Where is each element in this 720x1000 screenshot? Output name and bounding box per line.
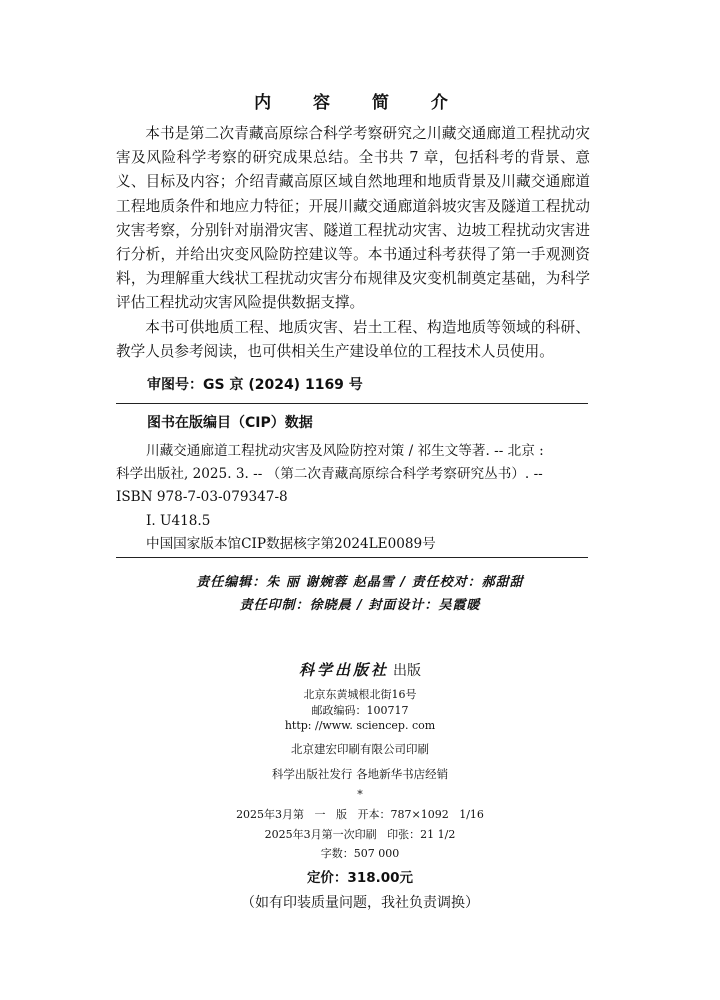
printer-info: 北京建宏印刷有限公司印刷 — [291, 742, 429, 756]
staff-editors: 责任编辑：朱 丽 谢婉蓉 赵晶雪 / 责任校对：郝甜甜 — [196, 575, 524, 590]
divider-bottom — [116, 557, 588, 558]
publisher-logo: 科学出版社 — [298, 661, 389, 679]
cip-line-publisher: 科学出版社, 2025. 3. -- （第二次青藏高原综合科学考察研究丛书）. -- — [116, 466, 543, 483]
publisher-address: 北京东黄城根北街16号 — [303, 688, 417, 701]
content-summary — [116, 122, 590, 364]
cip-line-isbn: ISBN 978-7-03-079347-8 — [116, 489, 288, 506]
publisher-line — [0, 659, 720, 680]
publisher-suffix: 出版 — [393, 663, 421, 679]
divider-top — [116, 403, 588, 404]
quality-note: （如有印装质量问题，我社负责调换） — [241, 895, 479, 911]
map-review-number: 审图号：GS 京 (2024) 1169 号 — [147, 377, 363, 393]
separator-star: * — [357, 788, 363, 801]
cip-line-title: 川藏交通廊道工程扰动灾害及风险防控对策 / 祁生文等著. -- 北京 : — [146, 443, 544, 459]
cip-line-record: 中国国家版本馆CIP数据核字第2024LE0089号 — [146, 535, 436, 552]
cip-line-classification: Ⅰ. U418.5 — [146, 512, 211, 529]
cip-data — [116, 440, 590, 556]
price: 定价：318.00元 — [306, 870, 414, 886]
publisher-postcode: 邮政编码：100717 — [311, 704, 409, 717]
summary-paragraph-2: 本书可供地质工程、地质灾害、岩土工程、构造地质等领域的科研、教学人员参考阅读，也可供相关生产建设单位的工程技术人员使用。 — [116, 318, 590, 360]
staff-production: 责任印制：徐晓晨 / 封面设计：吴霞暖 — [239, 598, 481, 613]
distribution-info: 科学出版社发行 各地新华书店经销 — [271, 767, 449, 781]
summary-paragraph-1: 本书是第二次青藏高原综合科学考察研究之川藏交通廊道工程扰动灾害及风险科学考察的研究成果总结。全书共 7 章，包括科考的背景、意义、目标及内容；介绍青藏高原区域自然地理和地质背景及川藏交通廊道工程地质条件和地应力特征；开展川藏交通廊道斜坡灾害及隧道工程扰动灾害考察，分别针对崩滑灾害、隧道工程扰动灾害、边坡工程扰动灾害进行分析，并给出灾变风险防控建议等。本书通过科考获得了第一手观测资料，为理解重大线状工程扰动灾害分布规律及灾变机制奠定基础，为科学评估工程扰动灾害风险提供数据支撑。 — [116, 125, 590, 312]
cip-heading: 图书在版编目（CIP）数据 — [147, 415, 313, 431]
edition-info: 2025年3月第 一 版 开本：787×1092 1/16 — [236, 808, 484, 821]
page-title: 内 容 简 介 — [254, 93, 466, 113]
publisher-url: http: //www. sciencep. com — [284, 719, 436, 732]
word-count: 字数：507 000 — [320, 847, 400, 860]
printing-info: 2025年3月第一次印刷 印张：21 1/2 — [264, 828, 456, 841]
